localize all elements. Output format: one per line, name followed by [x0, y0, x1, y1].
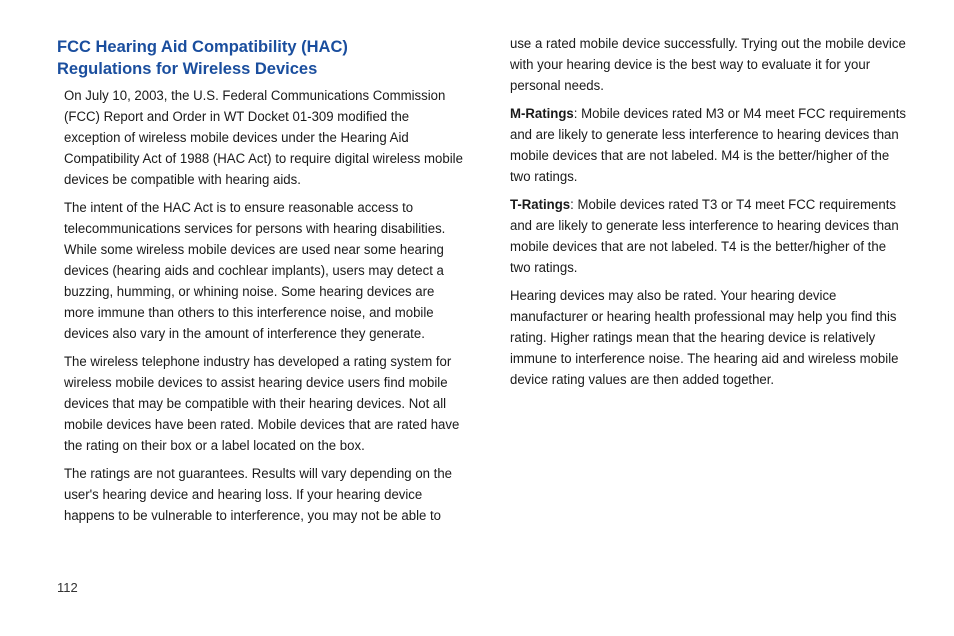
t-ratings-label: T-Ratings: [510, 197, 571, 213]
left-column: [64, 86, 464, 534]
paragraph-t-ratings: [510, 195, 910, 279]
heading-line-2: Regulations for Wireless Devices: [57, 60, 318, 78]
paragraph-rating-system: The wireless telephone industry has developed a rating system for wireless mobile devices to assist hearing device users find mobile devices that may be compatible with their hearing devices. Not all mobile devices have been rated. Mobile devices that are rated have the rating on their box or a label located on the box.: [64, 354, 460, 454]
paragraph-fcc-order: On July 10, 2003, the U.S. Federal Communications Commission (FCC) Report and Order in WT Docket 01-309 modified the exception of wireless mobile devices under the Hearing Aid Compatibility Act of 1988 (HAC Act) to require digital wireless mobile devices be compatible with hearing aids.: [64, 88, 463, 188]
paragraph-m-ratings: [510, 104, 910, 188]
paragraph-no-guarantees: The ratings are not guarantees. Results will vary depending on the user's hearing device and hearing loss. If your hearing device happens to be vulnerable to interference, you may not be able to: [64, 466, 452, 524]
right-column: [510, 34, 910, 398]
paragraph-continued: use a rated mobile device successfully. Trying out the mobile device with your hearing device is the best way to evaluate it for your personal needs.: [510, 36, 906, 94]
section-heading: [57, 36, 477, 80]
m-ratings-label: M-Ratings: [510, 106, 574, 122]
heading-line-1: FCC Hearing Aid Compatibility (HAC): [57, 38, 348, 56]
paragraph-hearing-device-ratings: Hearing devices may also be rated. Your hearing device manufacturer or hearing health professional may help you find this rating. Higher ratings mean that the hearing device is relatively immune to interference noise. The hearing aid and wireless mobile device rating values are then added together.: [510, 288, 899, 388]
t-ratings-text: : Mobile devices rated T3 or T4 meet FCC requirements and are likely to generate less interference to hearing devices than mobile devices that are not labeled. T4 is the better/higher of the two ratings.: [510, 197, 899, 276]
page-number: 112: [57, 580, 78, 595]
m-ratings-text: : Mobile devices rated M3 or M4 meet FCC requirements and are likely to generate less interference to hearing devices than mobile devices that are not labeled. M4 is the better/higher of the two ratings.: [510, 106, 906, 185]
paragraph-hac-intent: The intent of the HAC Act is to ensure reasonable access to telecommunications services for persons with hearing disabilities. While some wireless mobile devices are used near some hearing devices (hearing aids and cochlear implants), users may detect a buzzing, humming, or whining noise. Some hearing devices are more immune than others to this interference noise, and mobile devices also vary in the amount of interference they generate.: [64, 200, 446, 342]
